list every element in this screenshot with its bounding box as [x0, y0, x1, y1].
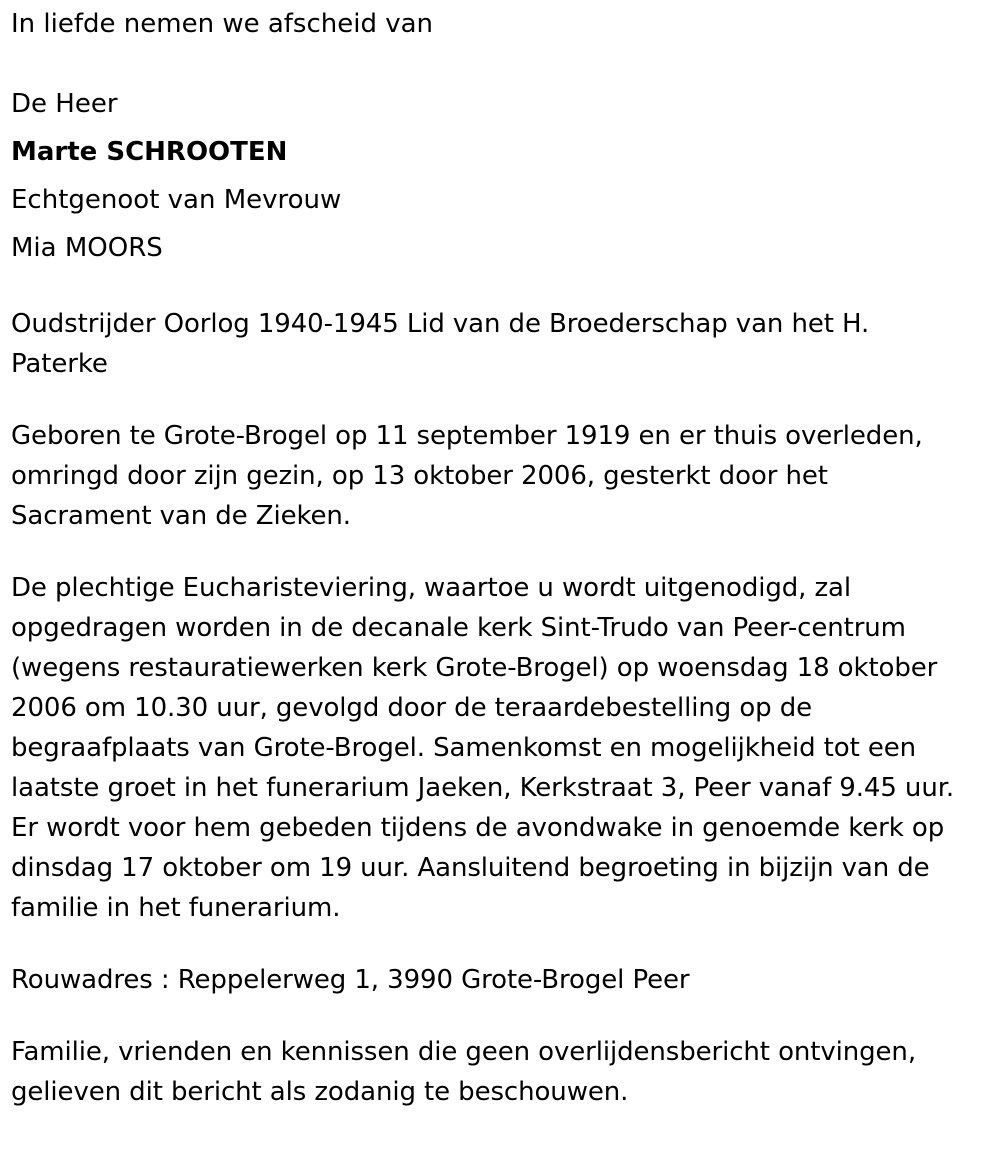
paragraph-line: Paterke — [11, 349, 108, 379]
paragraph-line: dinsdag 17 oktober om 19 uur. Aansluitend begroeting in bijzijn van de — [11, 853, 930, 883]
spacer — [11, 272, 986, 304]
affiliation-paragraph — [11, 304, 986, 384]
paragraph-line: Sacrament van de Zieken. — [11, 501, 351, 531]
birth-death-paragraph — [11, 416, 986, 536]
funeral-paragraph — [11, 568, 986, 928]
spouse-name: Mia MOORS — [11, 233, 163, 263]
intro-text: In liefde nemen we afscheid van — [11, 9, 434, 39]
spacer — [11, 536, 986, 568]
closing-paragraph — [11, 1032, 986, 1112]
paragraph-line: opgedragen worden in de decanale kerk Sint-Trudo van Peer-centrum — [11, 613, 906, 643]
paragraph-line: Oudstrijder Oorlog 1940-1945 Lid van de Broederschap van het H. — [11, 309, 870, 339]
paragraph-line: begraafplaats van Grote-Brogel. Samenkomst en mogelijkheid tot een — [11, 733, 917, 763]
honorific: De Heer — [11, 89, 118, 119]
paragraph-line: laatste groet in het funerarium Jaeken, Kerkstraat 3, Peer vanaf 9.45 uur. — [11, 773, 955, 803]
mourning-address — [11, 960, 986, 1000]
paragraph-line: Rouwadres : Reppelerweg 1, 3990 Grote-Brogel Peer — [11, 965, 690, 995]
spacer — [11, 928, 986, 960]
paragraph-line: De plechtige Eucharisteviering, waartoe u wordt uitgenodigd, zal — [11, 573, 851, 603]
paragraph-line: gelieven dit bericht als zodanig te beschouwen. — [11, 1077, 629, 1107]
spouse-label: Echtgenoot van Mevrouw — [11, 185, 342, 215]
paragraph-line: 2006 om 10.30 uur, gevolgd door de teraardebestelling op de — [11, 693, 813, 723]
paragraph-line: Familie, vrienden en kennissen die geen overlijdensbericht ontvingen, — [11, 1037, 916, 1067]
paragraph-line: omringd door zijn gezin, op 13 oktober 2006, gesterkt door het — [11, 461, 828, 491]
paragraph-line: familie in het funerarium. — [11, 893, 341, 923]
spacer — [11, 48, 986, 80]
obituary-notice — [11, 0, 986, 1112]
deceased-name: Marte SCHROOTEN — [11, 137, 288, 167]
spacer — [11, 384, 986, 416]
paragraph-line: Geboren te Grote-Brogel op 11 september 1919 en er thuis overleden, — [11, 421, 923, 451]
spacer — [11, 1000, 986, 1032]
paragraph-line: (wegens restauratiewerken kerk Grote-Brogel) op woensdag 18 oktober — [11, 653, 938, 683]
paragraph-line: Er wordt voor hem gebeden tijdens de avondwake in genoemde kerk op — [11, 813, 945, 843]
